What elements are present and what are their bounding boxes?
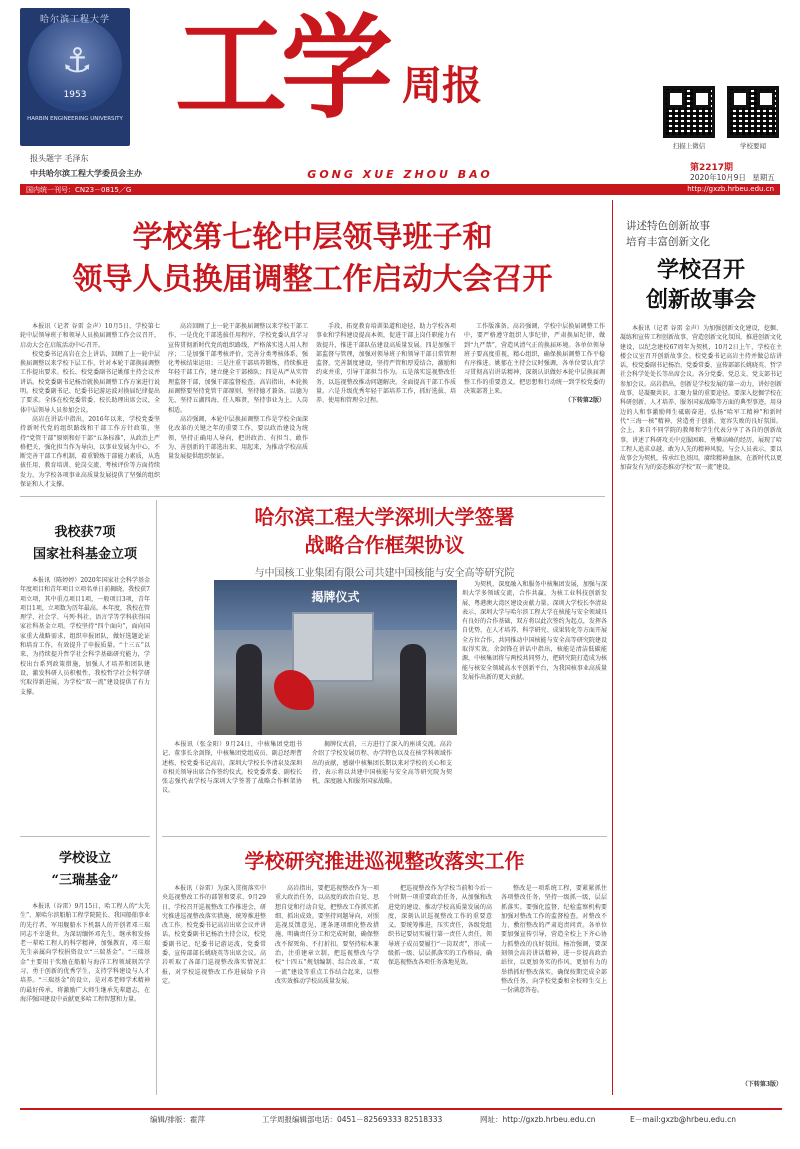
masthead-bar: [20, 184, 780, 195]
center-col-c: [462, 580, 607, 832]
school-en-name: HARBIN ENGINEERING UNIVERSITY: [27, 116, 123, 122]
left-mid-rule: [20, 836, 150, 837]
left-column-divider: [156, 500, 157, 1095]
masthead-url[interactable]: http://gxzb.hrbeu.edu.cn: [687, 185, 774, 193]
footer-phone: 工学周报编辑部电话：0451－82569333 82518333: [262, 1115, 443, 1124]
lead-bottom-rule: [20, 496, 605, 497]
ceremony-photo: [214, 580, 457, 735]
center-story: [162, 504, 607, 834]
qr-code-news: [727, 86, 779, 138]
lead-headline-2: 领导人员换届调整工作启动大会召开: [72, 262, 553, 297]
lead-byline: 本报讯（记者 谷雷 金声）10月5日，学校第七轮中层领导班子和领导人员换届调整工作会议召开，启动大会在启航活动中心召开。: [20, 323, 160, 349]
lead-col3-text: 手段，拓宽教育培训渠道和途径，助力学校各项事业和学科建设提高本领，促进干部上岗任职能力有效提升，推进干部队伍建设高质量发展。四是加强干部监督与管理，加强对领导班子和领导干部日常管理监督，完善制度建设，坚持严管和厚爱结合，激励和约束并重，引导干部担当作为。五是落实巡视整改任务，以巡视整改推动问题解决，全面提高干部工作质量。六是升级优秀年轻干部培养工作，抓好选拔、培养、使用和管理全过程。: [316, 323, 456, 405]
side-body-text: 本报讯（记者 谷雷 金声）为加强创新文化建设，挖掘、凝练和宣传工程创新故事，营造创新文化氛围，推进创新文化建设，以纪念建校67周年为契机，10月2日上午，学校在主楼会议室召开创新故事会。校党委书记高岩主持并做总结讲话，校党委副书记杨冶、党委常委、宣传部部长姚晓英、哲学社会科学处处长等出席会议。各分党委、党总支、党支部书记参加会议。高岩指出，创新是学校发展的第一动力，讲好创新故事，是凝聚共识、汇聚力量的重要途径。要深入挖掘学校在科研创新、人才培养、服务国家战略等方面的典型事迹，用身边的人和事激励师生砥砺奋进，弘扬“哈军工精神”和新时代“三海一核”精神，营造勇于创新、宽容失败的良好氛围。会上，来自不同学院的教师和学生代表分享了各自的创新故事，讲述了科研攻关中克服困难、勇攀高峰的经历，展现了哈工程人追求卓越、敢为人先的精神风貌。与会人员表示，要以故事会为契机，传承红色基因，赓续精神血脉，在新时代以更加奋发有为的姿态推动学校“双一流”建设。: [620, 325, 782, 472]
center-col-a: [162, 740, 302, 832]
lead-story: [20, 200, 605, 495]
footer-editor: 编辑/排版：霍萍: [150, 1115, 206, 1124]
lead-para-2: 高岩在讲话中指出，2016年以来，学校党委坚持新时代党的组织路线和干部工作方针政策，坚持“党管干部”原则和好干部“五条标准”，从政治上严格把关，强化担当作为导向，以事业发展为中心，不断完善干部工作机制，着重锻炼干部能力素质，从选拔任用、教育培训、轮岗交流、考核评价等方面持续发力，为学校各项事业高质量发展提供了坚强的组织保证和人才支撑。: [20, 415, 160, 489]
left-story-1: [20, 504, 150, 834]
footer-rule: [20, 1108, 782, 1110]
bottom-story: [162, 842, 607, 1095]
qr-code-wechat: [663, 86, 715, 138]
left-story1-text: 本报讯（陈婷婷）2020年国家社会科学基金年度项目和青年项目立项名单日前揭晓，我校获7项立项，其中重点项目1项，一般项目3项，青年项目1项，立项数为历年最高。本年度，我校在管理学、社会学、马列·科社、语言学等学科获得国家社科基金立项。学校坚持“四个面向”，面向国家重大战略需求，组织申报团队，做好选题论证和培育工作，有效提升了申报质量。“十三五”以来，为持续提升哲学社会科学基础研究能力，学校出台系列政策措施，加强人才培养和团队建设，激发科研人员积极性，我校哲学社会科学研究取得新进展，为学校“双一流”建设提供了有力支撑。: [20, 577, 150, 696]
lead-para-3: 高岩强调，本轮中层换届调整工作是学校全面深化改革的关键之年的重要工作，要以政治建设为统领，坚持正确用人导向，把讲政治、有担当、敢作为、善创新的干部选出来、用起来，为推动学校高质量发展提供组织保证。: [168, 415, 308, 461]
center-col-b-text: 揭牌仪式前，三方进行了深入的座谈交流。高岩介绍了学校发展历程、办学特色以及在核学科领域作出的贡献，感谢中核集团长期以来对学校的关心和支持，表示将以共建中国核能与安全高等研究院为契机，深度融入和服务国家战略。: [312, 741, 452, 786]
date-text: 2020年10月9日: [690, 173, 746, 182]
bottom-col-c: [388, 884, 492, 1092]
founded-year: 1953: [63, 90, 87, 100]
bottom-col-c-text: 把巡视整改作为学校当前和今后一个时期一项重要政治任务，从加强和改进党的建设、推动学校高质量发展的高度，深刻认识巡视整改工作的重要意义。要统筹推进，压实责任，各级党组织书记要切实履行第一责任人责任，领导班子成员要履行“一岗双责”，形成一级抓一级、层层抓落实的工作格局，确保巡视整改各项任务落地见效。: [388, 885, 492, 967]
footer-email[interactable]: E－mail:gxzb@hrbeu.edu.cn: [630, 1115, 736, 1124]
masthead-pinyin: GONG XUE ZHOU BAO: [307, 168, 493, 181]
left-story-2: [20, 840, 150, 1095]
masthead-title: 工学: [175, 3, 387, 134]
lead-headline-1: 学校第七轮中层领导班子和: [132, 220, 493, 255]
lead-col4-text: 工作版准备。高岩强调，学校中层换届调整工作中，要严格遵守组织人事纪律，严肃换届纪律，做到“九严禁”，营造风清气正的换届环境。各单位领导班子要高度重视，精心组织，确保换届调整工作平稳有序推进。姚郁在主持会议时强调，各单位要认真学习贯彻高岩讲话精神，深刻认识做好本轮中层换届调整工作的重要意义，把思想和行动统一到学校党委的决策部署上来。: [464, 323, 605, 396]
left-story1-headline-2: 国家社科基金立项: [32, 547, 137, 562]
side-headline-1: 学校召开: [656, 257, 745, 283]
lead-col-2: [168, 322, 308, 492]
issue-number: 第2217期: [690, 163, 734, 173]
center-subhead: 与中国核工业集团有限公司共建中国核能与安全高等研究院: [254, 568, 515, 579]
masthead-subtitle: 周报: [402, 63, 482, 109]
inscription: 报头题字 毛泽东: [30, 154, 89, 163]
right-column-divider: [612, 200, 613, 1095]
issn: 国内统一刊号：CN23－0815／G: [26, 186, 132, 194]
masthead: [0, 0, 800, 192]
bottom-headline: 学校研究推进巡视整改落实工作: [244, 849, 525, 873]
footer: [20, 1114, 782, 1128]
anchor-icon: ⚓: [62, 41, 93, 81]
left-story2-text: 本报讯（谷雷）9月15日，哈工程人的“大先生”、原哈尔滨船舶工程学院院长、我国船舶事业的先行者、军用舰船水下机器人的开创者邓三瑞同志不幸逝世。为深切缅怀邓先生，继承和发扬老一辈哈工程人的科学精神，加强教育，邓三瑞先生亲属向学校捐资设立“三瑞基金”。“三瑞基金”主要用于奖励在船舶与海洋工程领域刻苦学习、勇于创新的优秀学生，支持学科建设与人才培养。“三瑞基金”的设立，是对邓老师学术精神的最好传承，将激励广大师生继承先辈遗志，在海洋强国建设中贡献更多哈工程智慧和力量。: [20, 903, 150, 1003]
center-headline-2: 战略合作框架协议: [304, 533, 465, 557]
bottom-col-b: [275, 884, 379, 1092]
bottom-col-a: [162, 884, 266, 1092]
center-col-c-text: 为契机，深度融入和服务中核集团发展，加强与深圳大学多领域交流，合作共赢，为核工业科技创新发展、粤港澳大湾区建设贡献力量。深圳大学校长李清泉表示，深圳大学与哈尔滨工程大学在核能与安全领域具有良好的合作基础，双方将以此次签约为起点，发挥各自优势，在人才培养、科学研究、成果转化等方面开展全方位合作，共同推动中国核能与安全高等研究院建设取得实效。余剑锋在讲话中指出，核能是清洁低碳能源，中核集团将与两校共同努力，把研究院打造成为核能与核安全领域高水平创新平台，为我国核事业高质量发展作出新的更大贡献。: [462, 581, 607, 681]
side-headline-2: 创新故事会: [645, 287, 756, 313]
left-story2-headline-1: 学校设立: [58, 851, 111, 866]
unveiled-plaque: [292, 612, 374, 682]
photo-caption: 揭牌仪式: [311, 590, 360, 604]
qr1-label: 扫描上微信: [672, 142, 706, 150]
bottom-col-d: [501, 884, 607, 1092]
sponsor: 中共哈尔滨工程大学委员会主办: [30, 169, 142, 178]
side-kicker-2: 培育丰富创新文化: [626, 236, 710, 248]
qr2-label: 学校要闻: [740, 142, 766, 150]
lead-continued: （下转第2版）: [564, 397, 605, 405]
side-body: [620, 324, 782, 1079]
lead-col2-text: 高岩回顾了上一轮干部换届调整以来学校干部工作，一是优化干部选拔任用程序，学校党委认真学习宣传贯彻新时代党的组织路线，严格落实选人用人程序；二是加强干部考核评价，完善分类考核体系，强化考核结果运用；三是注重干部培养锻炼，持续推进年轻干部工作，建立健全干部梯队；四是从严从实管理监督干部，加强干部监督检查。高岩指出，本轮换届调整要坚持党管干部原则，坚持德才兼备、以德为先，坚持五湖四海、任人唯贤，坚持事业为上、人岗相适。: [168, 323, 308, 414]
lead-para-1: 校党委书记高岩在会上讲话，回顾了上一轮中层换届调整以来学校下层工作，针对本轮干部换届调整工作提出要求。校长、校党委副书记姚郁主持会议并讲话。校党委副书记杨冶就换届调整工作方案进行说明。校党委副书记、纪委书记游运波对换届纪律提出了要求。全体在校党委常委、校长助理出席会议，全体中层领导人员参加会议。: [20, 350, 160, 414]
bottom-col-a-text: 本报讯（谷雷）为深入贯彻落实中央巡视整改工作的部署和要求，9月29日，学校召开巡视整改工作推进会，研究推进巡视整改落实措施，统筹推进整改工作。校党委书记高岩出席会议并讲话，校党委副书记杨冶主持会议，校党委副书记、纪委书记游运波，党委常委、宣传部部长姚晓英等出席会议。高岩听取了各部门巡视整改落实情况汇报，对学校巡视整改工作进展给予肯定。: [162, 885, 266, 985]
bottom-col-b-text: 高岩指出，要把巡视整改作为一项重大政治任务，以高度的政治自觉、思想自觉和行动自觉，把整改工作抓实抓细、抓出成效。要坚持问题导向，对照巡视反馈意见，逐条逐项细化整改措施，明确责任分工和完成时限，确保整改不留死角、不打折扣。要坚持标本兼治，注重建章立制，把巡视整改与学校“十四五”规划编制、综合改革、“双一流”建设等重点工作结合起来，以整改实效推动学校高质量发展。: [275, 885, 379, 985]
left-story1-body: [20, 576, 150, 826]
school-cn-name: 哈尔滨工程大学: [39, 15, 110, 25]
side-kicker-1: 讲述特色创新故事: [626, 220, 710, 232]
center-col-b: [312, 740, 452, 832]
left-story1-headline-1: 我校获7项: [54, 525, 116, 540]
weekday-text: 星期五: [752, 173, 775, 182]
issue-date: [690, 172, 790, 183]
center-headline-1: 哈尔滨工程大学深圳大学签署: [254, 505, 515, 529]
guest-left: [236, 644, 262, 735]
left-story2-headline-2: “三瑞基金”: [51, 873, 119, 888]
left-story2-body: [20, 902, 150, 1092]
lead-col-1: [20, 322, 160, 492]
side-continued: （下转第3版）: [741, 1081, 782, 1088]
lead-col-4: [464, 322, 605, 492]
bottom-col-d-text: 整改是一项系统工程，要紧紧抓住各项整改任务，坚持一级抓一级，层层抓落实。要强化监督，纪检监察机构要加强对整改工作的监督检查，对整改不力、敷衍整改的严肃追责问责。各单位要加强宣传引导，营造全校上下齐心协力抓整改的良好氛围。杨冶强调，要深刻领会高岩讲话精神，进一步提高政治站位，以更加务实的作风、更加有力的举措抓好整改落实，确保按期完成全部整改任务，向学校党委和全校师生交上一份满意答卷。: [501, 885, 607, 995]
center-col-a-text: 本报讯（张金阳）9月24日，中核集团党组书记、董事长余剑锋，中核集团党组成员、副总经理曹述栋，校党委书记高岩，深圳大学校长李清泉及深圳市相关领导出席合作签约仪式。校党委常委、副校长张志强代表学校与深圳大学签署了战略合作框架协议。: [162, 741, 302, 795]
side-story: [620, 200, 782, 1095]
center-bottom-rule: [162, 836, 607, 837]
lead-col-3: [316, 322, 456, 492]
footer-site[interactable]: 网址：http://gxzb.hrbeu.edu.cn: [480, 1115, 596, 1124]
guest-right: [400, 644, 426, 735]
school-logo: [20, 8, 130, 146]
